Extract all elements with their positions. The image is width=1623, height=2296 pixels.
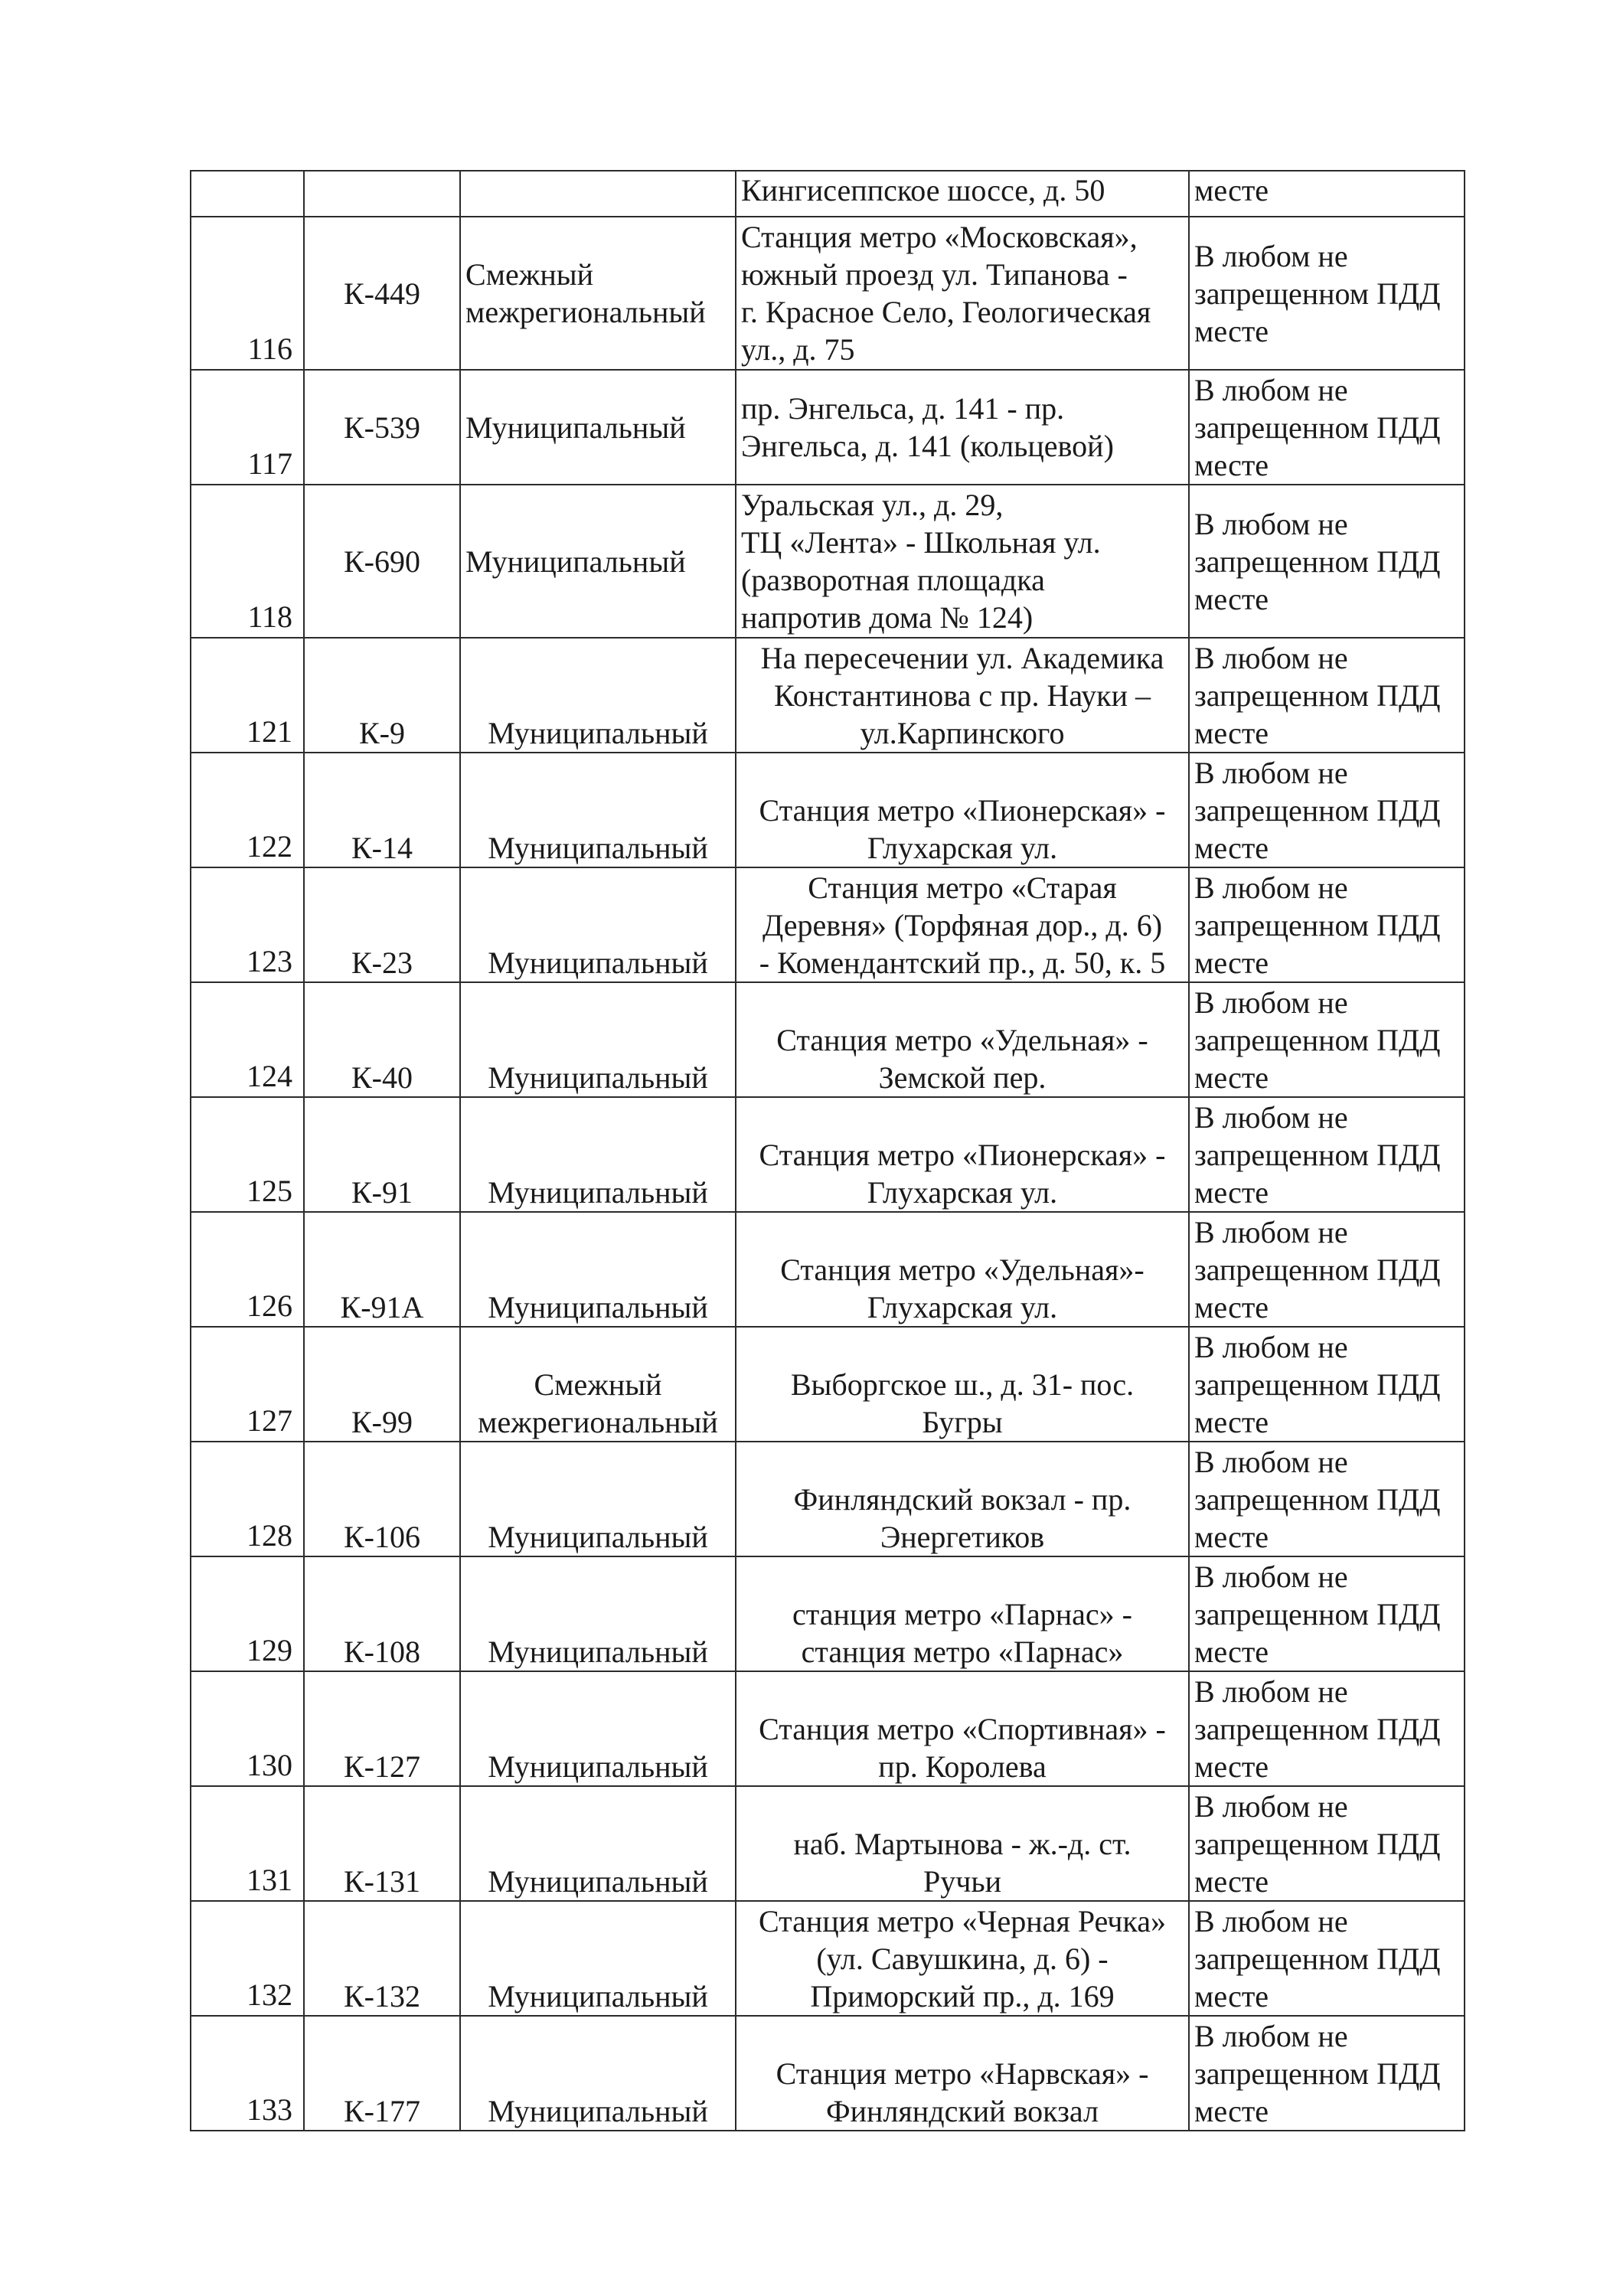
route-path-cell [736, 1442, 1189, 1556]
stop-place-cell-line: месте [1194, 313, 1269, 348]
route-type-cell [460, 1786, 736, 1901]
route-type-cell-line: Муниципальный [488, 1749, 708, 1784]
row-number-cell: 118 [191, 485, 304, 638]
route-type-cell [460, 1442, 736, 1556]
route-type-cell [460, 867, 736, 982]
route-code-cell: К-177 [304, 2016, 460, 2131]
route-path-cell-line: Станция метро «Пионерская» - [759, 1138, 1166, 1172]
route-type-cell-line: межрегиональный [465, 295, 706, 329]
stop-place-cell-line: месте [1194, 1060, 1269, 1095]
route-path-cell-line: Уральская ул., д. 29, [741, 488, 1004, 522]
route-path-cell [736, 753, 1189, 867]
route-type-cell-line: Муниципальный [488, 1290, 708, 1324]
stop-place-cell [1189, 982, 1465, 1097]
stop-place-cell-line: В любом не [1194, 1903, 1348, 1938]
route-path-cell-line: Станция метро «Нарвская» - [776, 2056, 1149, 2091]
route-path-cell-line: Финляндский вокзал [826, 2094, 1099, 2128]
route-path-cell-line: станция метро «Парнас» - [792, 1597, 1132, 1631]
stop-place-cell-line: запрещенном ПДД [1194, 1826, 1441, 1861]
route-path-cell-line: Кингисеппское шоссе, д. 50 [741, 173, 1105, 207]
table-row [191, 1212, 1465, 1327]
route-path-cell [736, 1327, 1189, 1442]
table-row [191, 370, 1465, 485]
route-type-cell-line: Муниципальный [465, 410, 686, 445]
route-type-cell [460, 217, 736, 370]
route-type-cell [460, 1901, 736, 2016]
stop-place-cell-line: запрещенном ПДД [1194, 1711, 1441, 1746]
row-number-cell: 124 [191, 982, 304, 1097]
stop-place-cell [1189, 485, 1465, 638]
stop-place-cell-line: В любом не [1194, 1788, 1348, 1824]
route-path-cell-line: Глухарская ул. [867, 1290, 1058, 1324]
route-code-cell: К-690 [304, 485, 460, 638]
stop-place-cell-line: запрещенном ПДД [1194, 1596, 1441, 1631]
row-number-cell: 131 [191, 1786, 304, 1901]
row-number-cell: 129 [191, 1556, 304, 1671]
route-type-cell [460, 638, 736, 753]
route-type-cell-line: Муниципальный [488, 946, 708, 980]
stop-place-cell-line: В любом не [1194, 1214, 1348, 1249]
route-path-cell [736, 1556, 1189, 1671]
route-path-cell-line: Энергетиков [880, 1520, 1045, 1554]
stop-place-cell-line: запрещенном ПДД [1194, 1252, 1441, 1287]
route-path-cell-line: станция метро «Парнас» [801, 1635, 1124, 1669]
route-path-cell-line: (разворотная площадка [741, 563, 1045, 597]
route-path-cell [736, 171, 1189, 217]
stop-place-cell-line: месте [1194, 1863, 1269, 1899]
route-path-cell-line: пр. Королева [878, 1749, 1047, 1784]
route-type-cell-line: Муниципальный [488, 1520, 708, 1554]
row-number-cell: 126 [191, 1212, 304, 1327]
route-path-cell [736, 485, 1189, 638]
route-path-cell-line: Выборгское ш., д. 31- пос. [790, 1367, 1135, 1402]
route-path-cell [736, 1901, 1189, 2016]
table-row [191, 1442, 1465, 1556]
stop-place-cell-line: месте [1194, 1978, 1269, 2013]
route-path-cell-line: Деревня» (Торфяная дор., д. 6) [762, 908, 1163, 942]
route-code-cell: К-14 [304, 753, 460, 867]
route-code-cell: К-449 [304, 217, 460, 370]
route-path-cell [736, 217, 1189, 370]
stop-place-cell-line: В любом не [1194, 506, 1348, 541]
route-path-cell [736, 370, 1189, 485]
stop-place-cell-line: запрещенном ПДД [1194, 276, 1441, 311]
table-row [191, 2016, 1465, 2131]
table-row [191, 1901, 1465, 2016]
route-path-cell [736, 2016, 1189, 2131]
route-code-cell: К-91 [304, 1097, 460, 1212]
stop-place-cell-line: месте [1194, 1404, 1269, 1439]
row-number-cell [191, 171, 304, 217]
stop-place-cell-line: месте [1194, 1749, 1269, 1784]
stop-place-cell-line: месте [1194, 945, 1269, 980]
stop-place-cell-line: запрещенном ПДД [1194, 792, 1441, 828]
route-code-cell: К-9 [304, 638, 460, 753]
stop-place-cell-line: В любом не [1194, 1444, 1348, 1479]
route-path-cell-line: Земской пер. [878, 1060, 1047, 1095]
route-type-cell-line: Муниципальный [488, 1060, 708, 1095]
route-path-cell-line: Станция метро «Московская», [741, 220, 1138, 254]
routes-table-body [191, 171, 1465, 2131]
table-row [191, 753, 1465, 867]
stop-place-cell-line: запрещенном ПДД [1194, 1367, 1441, 1402]
stop-place-cell-line: запрещенном ПДД [1194, 1137, 1441, 1172]
stop-place-cell-line: запрещенном ПДД [1194, 410, 1441, 445]
route-path-cell [736, 638, 1189, 753]
table-row [191, 982, 1465, 1097]
route-type-cell-line: Муниципальный [488, 1979, 708, 2013]
route-type-cell-line: Муниципальный [488, 1175, 708, 1210]
stop-place-cell-line: месте [1194, 1519, 1269, 1554]
route-type-cell [460, 1212, 736, 1327]
stop-place-cell-line: запрещенном ПДД [1194, 1481, 1441, 1517]
stop-place-cell [1189, 217, 1465, 370]
stop-place-cell [1189, 171, 1465, 217]
route-path-cell [736, 1671, 1189, 1786]
route-path-cell-line: ул., д. 75 [741, 332, 855, 367]
route-path-cell-line: южный проезд ул. Типанова - [741, 257, 1128, 292]
stop-place-cell-line: запрещенном ПДД [1194, 2056, 1441, 2091]
route-code-cell [304, 171, 460, 217]
route-path-cell-line: напротив дома № 124) [741, 600, 1034, 635]
table-row [191, 1097, 1465, 1212]
route-path-cell [736, 1786, 1189, 1901]
route-type-cell-line: Муниципальный [488, 1864, 708, 1899]
stop-place-cell-line: запрещенном ПДД [1194, 907, 1441, 942]
row-number-cell: 121 [191, 638, 304, 753]
route-type-cell [460, 485, 736, 638]
route-path-cell [736, 867, 1189, 982]
stop-place-cell-line: В любом не [1194, 1559, 1348, 1594]
route-type-cell [460, 1671, 736, 1786]
stop-place-cell-line: запрещенном ПДД [1194, 544, 1441, 579]
stop-place-cell-line: В любом не [1194, 1674, 1348, 1709]
table-row [191, 867, 1465, 982]
stop-place-cell-line: В любом не [1194, 985, 1348, 1020]
route-path-cell-line: ТЦ «Лента» - Школьная ул. [741, 525, 1101, 560]
table-row [191, 1327, 1465, 1442]
stop-place-cell-line: В любом не [1194, 238, 1348, 273]
row-number-cell: 127 [191, 1327, 304, 1442]
route-type-cell [460, 370, 736, 485]
routes-table [190, 170, 1465, 2131]
table-row [191, 1786, 1465, 1901]
stop-place-cell-line: В любом не [1194, 2018, 1348, 2053]
table-row [191, 217, 1465, 370]
route-path-cell [736, 982, 1189, 1097]
stop-place-cell-line: запрещенном ПДД [1194, 1941, 1441, 1976]
stop-place-cell-line: запрещенном ПДД [1194, 678, 1441, 713]
route-type-cell [460, 753, 736, 867]
route-code-cell: К-40 [304, 982, 460, 1097]
route-type-cell-line: Муниципальный [488, 2094, 708, 2128]
route-path-cell-line: пр. Энгельса, д. 141 - пр. [741, 391, 1065, 426]
stop-place-cell [1189, 2016, 1465, 2131]
route-path-cell-line: (ул. Савушкина, д. 6) - [816, 1942, 1109, 1976]
table-row [191, 638, 1465, 753]
route-type-cell [460, 1327, 736, 1442]
route-path-cell-line: Глухарская ул. [867, 831, 1058, 865]
row-number-cell: 130 [191, 1671, 304, 1786]
stop-place-cell-line: месте [1194, 581, 1269, 616]
route-type-cell-line: Муниципальный [488, 831, 708, 865]
stop-place-cell [1189, 638, 1465, 753]
route-type-cell-line: Смежный [465, 257, 594, 292]
route-code-cell: К-127 [304, 1671, 460, 1786]
route-type-cell [460, 171, 736, 217]
stop-place-cell-line: В любом не [1194, 372, 1348, 407]
stop-place-cell-line: В любом не [1194, 640, 1348, 675]
route-type-cell-line: Муниципальный [488, 716, 708, 750]
row-number-cell: 128 [191, 1442, 304, 1556]
route-code-cell: К-131 [304, 1786, 460, 1901]
stop-place-cell [1189, 1212, 1465, 1327]
route-path-cell-line: Станция метро «Удельная» - [776, 1023, 1148, 1057]
stop-place-cell-line: месте [1194, 173, 1269, 207]
route-type-cell-line: межрегиональный [478, 1405, 718, 1439]
stop-place-cell-line: месте [1194, 715, 1269, 750]
stop-place-cell [1189, 1442, 1465, 1556]
stop-place-cell [1189, 1556, 1465, 1671]
route-path-cell-line: Ручьи [923, 1864, 1001, 1899]
route-type-cell [460, 2016, 736, 2131]
route-path-cell-line: Станция метро «Пионерская» - [759, 793, 1166, 828]
stop-place-cell-line: месте [1194, 2093, 1269, 2128]
route-code-cell: К-132 [304, 1901, 460, 2016]
stop-place-cell-line: В любом не [1194, 755, 1348, 790]
route-code-cell: К-106 [304, 1442, 460, 1556]
stop-place-cell-line: запрещенном ПДД [1194, 1022, 1441, 1057]
route-path-cell-line: Станция метро «Старая [808, 870, 1117, 905]
row-number-cell: 133 [191, 2016, 304, 2131]
stop-place-cell [1189, 1901, 1465, 2016]
route-code-cell: К-23 [304, 867, 460, 982]
stop-place-cell-line: В любом не [1194, 1099, 1348, 1135]
table-row [191, 171, 1465, 217]
route-path-cell-line: Приморский пр., д. 169 [810, 1979, 1115, 2013]
route-code-cell: К-91А [304, 1212, 460, 1327]
stop-place-cell [1189, 753, 1465, 867]
route-type-cell-line: Муниципальный [488, 1635, 708, 1669]
route-path-cell-line: Энгельса, д. 141 (кольцевой) [741, 429, 1114, 463]
stop-place-cell [1189, 370, 1465, 485]
row-number-cell: 116 [191, 217, 304, 370]
row-number-cell: 125 [191, 1097, 304, 1212]
route-path-cell-line: наб. Мартынова - ж.-д. ст. [793, 1827, 1132, 1861]
stop-place-cell-line: месте [1194, 830, 1269, 865]
route-type-cell [460, 1556, 736, 1671]
stop-place-cell [1189, 1671, 1465, 1786]
route-path-cell-line: На пересечении ул. Академика [760, 641, 1164, 675]
table-row [191, 485, 1465, 638]
route-path-cell-line: Станция метро «Спортивная» - [759, 1712, 1166, 1746]
table-row [191, 1556, 1465, 1671]
route-path-cell-line: - Комендантский пр., д. 50, к. 5 [759, 946, 1166, 980]
stop-place-cell [1189, 867, 1465, 982]
row-number-cell: 122 [191, 753, 304, 867]
stop-place-cell-line: В любом не [1194, 1329, 1348, 1364]
route-code-cell: К-108 [304, 1556, 460, 1671]
stop-place-cell [1189, 1327, 1465, 1442]
route-path-cell-line: Глухарская ул. [867, 1175, 1058, 1210]
stop-place-cell-line: месте [1194, 447, 1269, 482]
route-path-cell-line: г. Красное Село, Геологическая [741, 295, 1151, 329]
stop-place-cell [1189, 1786, 1465, 1901]
route-code-cell: К-539 [304, 370, 460, 485]
table-row [191, 1671, 1465, 1786]
route-path-cell-line: Бугры [922, 1405, 1003, 1439]
row-number-cell: 123 [191, 867, 304, 982]
route-code-cell: К-99 [304, 1327, 460, 1442]
route-type-cell [460, 1097, 736, 1212]
stop-place-cell-line: месте [1194, 1634, 1269, 1669]
route-path-cell [736, 1097, 1189, 1212]
route-path-cell-line: Константинова с пр. Науки – [774, 678, 1151, 713]
route-type-cell [460, 982, 736, 1097]
stop-place-cell-line: месте [1194, 1289, 1269, 1324]
stop-place-cell-line: месте [1194, 1174, 1269, 1210]
route-type-cell-line: Муниципальный [465, 544, 686, 579]
route-path-cell-line: Финляндский вокзал - пр. [793, 1482, 1132, 1517]
route-path-cell-line: Станция метро «Черная Речка» [758, 1904, 1166, 1938]
row-number-cell: 132 [191, 1901, 304, 2016]
stop-place-cell [1189, 1097, 1465, 1212]
row-number-cell: 117 [191, 370, 304, 485]
route-path-cell [736, 1212, 1189, 1327]
stop-place-cell-line: В любом не [1194, 870, 1348, 905]
route-path-cell-line: ул.Карпинского [860, 716, 1065, 750]
route-type-cell-line: Смежный [534, 1367, 662, 1402]
route-path-cell-line: Станция метро «Удельная»- [780, 1253, 1145, 1287]
